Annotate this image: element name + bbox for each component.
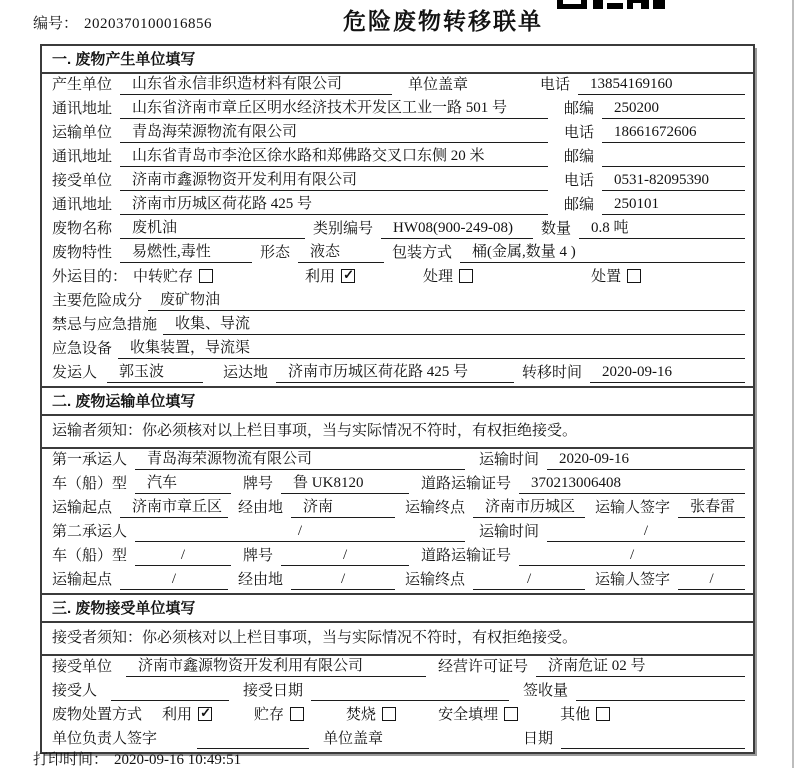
form-row	[42, 449, 753, 473]
receiver-address-value: 济南市历城区荷花路 425 号	[132, 196, 313, 212]
producer-name-value: 山东省永信非织造材料有限公司	[132, 76, 343, 92]
terminus2-value: /	[526, 571, 532, 587]
road-permit2-label: 道路运输证号	[421, 548, 512, 564]
vehicle2-field	[135, 546, 231, 566]
producer-zip-label: 邮编	[564, 101, 595, 117]
receiver-zip-label: 邮编	[564, 197, 595, 213]
form-row	[42, 194, 753, 218]
form-row	[42, 521, 753, 545]
receive-unit-field	[126, 657, 426, 677]
form-row	[42, 497, 753, 521]
via2-label: 经由地	[238, 572, 284, 588]
license-label: 经营许可证号	[438, 659, 529, 675]
producer-zip-field	[602, 99, 745, 119]
cb2-incinerate-label: 焚烧	[346, 707, 377, 723]
seal-date-label: 日期	[523, 731, 554, 747]
form-row	[42, 146, 753, 170]
cb2-use-box	[198, 707, 212, 721]
receiver-person-field	[111, 681, 229, 701]
packing-field	[460, 243, 745, 263]
carrier-address-field	[120, 147, 548, 167]
section-title-producer: 一. 废物产生单位填写	[42, 46, 753, 74]
road-permit1-label: 道路运输证号	[421, 476, 512, 492]
print-time-label: 打印时间：	[33, 752, 109, 768]
plate1-field	[281, 474, 409, 494]
received-qty-label: 签收量	[523, 683, 569, 699]
waste-code-field	[381, 219, 533, 239]
form-row	[42, 545, 753, 569]
vehicle2-label: 车（船）型	[52, 548, 128, 564]
origin2-value: /	[171, 571, 177, 587]
seal-date-field	[561, 729, 745, 749]
carrier2-label: 第二承运人	[52, 524, 128, 540]
responsible-sign-label: 单位负责人签字	[52, 731, 158, 747]
plate2-value: /	[342, 547, 348, 563]
terminus2-label: 运输终点	[405, 572, 466, 588]
waste-traits-value: 易燃性,毒性	[132, 244, 211, 260]
emergency-measures-value: 收集、导流	[175, 316, 251, 332]
form-row	[42, 122, 753, 146]
via1-label: 经由地	[238, 500, 284, 516]
transport-date1-field	[547, 450, 745, 470]
terminus1-label: 运输终点	[405, 500, 466, 516]
road-permit2-value: /	[629, 547, 635, 563]
cb-treat-box	[459, 269, 473, 283]
destination-label: 运达地	[223, 365, 269, 381]
carrier-address-label: 通讯地址	[52, 149, 113, 165]
cb-dispose-label: 处置	[591, 269, 622, 285]
cb-treat	[423, 267, 473, 287]
origin2-field	[120, 570, 228, 590]
via1-field	[291, 498, 395, 518]
producer-phone-value: 13854169160	[590, 76, 673, 92]
transfer-date-label: 转移时间	[522, 365, 583, 381]
waste-form-label: 形态	[260, 245, 291, 261]
waste-name-label: 废物名称	[52, 221, 113, 237]
plate2-field	[281, 546, 409, 566]
carrier-zip-label: 邮编	[564, 149, 595, 165]
form-row	[42, 98, 753, 122]
transport-date2-label: 运输时间	[479, 524, 540, 540]
plate1-value: 鲁 UK8120	[293, 475, 364, 491]
via2-field	[291, 570, 395, 590]
form-row	[42, 680, 753, 704]
cb2-other-box	[596, 707, 610, 721]
vehicle2-value: /	[180, 547, 186, 563]
form-row	[42, 170, 753, 194]
receiver-phone-label: 电话	[564, 173, 595, 189]
section-receiver	[42, 593, 753, 752]
cb-transfer-storage-label: 中转贮存	[133, 269, 194, 285]
received-qty-field	[576, 681, 745, 701]
serial-label: 编号：	[33, 16, 79, 32]
carrier-name-value: 青岛海荣源物流有限公司	[132, 124, 298, 140]
shipper-label: 发运人	[52, 365, 98, 381]
producer-name-field	[120, 75, 392, 95]
form-row	[42, 74, 753, 98]
transporter-sign1-value: 张春雷	[690, 499, 736, 515]
emergency-equipment-label: 应急设备	[52, 341, 113, 357]
carrier-zip-field	[602, 147, 745, 167]
cb-transfer-storage	[133, 267, 213, 287]
destination-value: 济南市历城区荷花路 425 号	[288, 364, 469, 380]
form-row	[42, 656, 753, 680]
packing-label: 包装方式	[392, 245, 453, 261]
waste-qty-label: 数量	[541, 221, 572, 237]
receive-unit-label: 接受单位	[52, 659, 113, 675]
window-right-edge	[792, 0, 794, 768]
cb-treat-label: 处理	[423, 269, 454, 285]
cb-use	[305, 267, 355, 287]
section-title-receiver: 三. 废物接受单位填写	[42, 595, 753, 623]
waste-code-value: HW08(900-249-08)	[393, 220, 514, 236]
section-title-transporter: 二. 废物运输单位填写	[42, 388, 753, 416]
receiver-phone-value: 0531-82095390	[614, 172, 710, 188]
transporter-sign2-field	[678, 570, 745, 590]
license-no-value: 济南危证 02 号	[548, 658, 646, 674]
carrier-unit-label: 运输单位	[52, 125, 113, 141]
serial-number: 2020370100016856	[84, 16, 213, 32]
transport-date2-field	[547, 522, 745, 542]
form-row	[42, 266, 753, 290]
receiver-zip-value: 250101	[614, 196, 660, 212]
carrier1-label: 第一承运人	[52, 452, 128, 468]
packing-value: 桶(金属,数量 4 )	[472, 244, 576, 260]
cb-use-box	[341, 269, 355, 283]
vehicle1-label: 车（船）型	[52, 476, 128, 492]
form-row	[42, 338, 753, 362]
form-row	[42, 473, 753, 497]
form-row	[42, 314, 753, 338]
cb2-landfill-box	[504, 707, 518, 721]
cb2-storage-box	[290, 707, 304, 721]
cb2-other-label: 其他	[560, 707, 591, 723]
producer-phone-field	[578, 75, 745, 95]
transfer-date-field	[590, 363, 745, 383]
cb-dispose-box	[627, 269, 641, 283]
emergency-measures-field	[163, 315, 745, 335]
carrier1-name-value: 青岛海荣源物流有限公司	[147, 451, 313, 467]
print-time-value: 2020-09-16 10:49:51	[114, 752, 242, 768]
road-permit1-value: 370213006408	[531, 475, 622, 491]
form-row	[42, 242, 753, 266]
cb2-landfill-label: 安全填埋	[438, 707, 499, 723]
waste-traits-field	[120, 243, 252, 263]
plate1-label: 牌号	[243, 476, 274, 492]
form-row	[42, 290, 753, 314]
section-transporter	[42, 386, 753, 593]
waste-form-field	[298, 243, 384, 263]
producer-address-value: 山东省济南市章丘区明水经济技术开发区工业一路 501 号	[132, 100, 508, 116]
carrier2-name-field	[135, 522, 465, 542]
shipper-value: 郭玉波	[119, 364, 165, 380]
receive-date-label: 接受日期	[243, 683, 304, 699]
origin1-field	[120, 498, 228, 518]
terminus1-field	[473, 498, 585, 518]
road-permit1-field	[519, 474, 745, 494]
section-note-transporter: 运输者须知：你必须核对以上栏目事项，当与实际情况不符时，有权拒绝接受。	[42, 416, 753, 449]
producer-zip-value: 250200	[614, 100, 660, 116]
producer-unit-label: 产生单位	[52, 77, 113, 93]
form-row	[42, 362, 753, 386]
cb-dispose	[591, 267, 641, 287]
road-permit2-field	[519, 546, 745, 566]
transporter-sign2-label: 运输人签字	[595, 572, 671, 588]
receiver-address-field	[120, 195, 548, 215]
section-producer	[42, 46, 753, 386]
carrier1-name-field	[135, 450, 465, 470]
waste-code-label: 类别编号	[313, 221, 374, 237]
carrier-phone-value: 18661672606	[614, 124, 697, 140]
producer-address-label: 通讯地址	[52, 101, 113, 117]
form-row	[42, 218, 753, 242]
cb2-storage-label: 贮存	[254, 707, 285, 723]
cb-transfer-storage-box	[199, 269, 213, 283]
cb2-use	[162, 705, 212, 725]
transport-date1-value: 2020-09-16	[559, 451, 630, 467]
waste-qty-value: 0.8 吨	[591, 220, 629, 236]
producer-address-field	[120, 99, 548, 119]
waste-name-value: 废机油	[132, 220, 178, 236]
page-title: 危险废物转移联单	[343, 8, 543, 34]
cb2-incinerate	[346, 705, 396, 725]
carrier-name-field	[120, 123, 548, 143]
carrier-phone-field	[602, 123, 745, 143]
receiver-name-field	[120, 171, 548, 191]
cb2-storage	[254, 705, 304, 725]
receiver-address-label: 通讯地址	[52, 197, 113, 213]
via1-value: 济南	[303, 499, 334, 515]
origin2-label: 运输起点	[52, 572, 113, 588]
receiver-person-label: 接受人	[52, 683, 98, 699]
transporter-sign1-field	[678, 498, 745, 518]
terminus1-value: 济南市历城区	[485, 499, 576, 515]
receiver-name-value: 济南市鑫源物资开发利用有限公司	[132, 172, 358, 188]
qr-code-fragment-icon	[557, 0, 667, 9]
shipper-field	[107, 363, 203, 383]
destination-field	[276, 363, 514, 383]
emergency-equipment-field	[118, 339, 745, 359]
transporter-sign1-label: 运输人签字	[595, 500, 671, 516]
unit-seal-label: 单位盖章	[408, 77, 469, 93]
print-time-line	[33, 748, 241, 769]
receiver-zip-field	[602, 195, 745, 215]
receive-unit-value: 济南市鑫源物资开发利用有限公司	[138, 658, 364, 674]
manifest-form	[40, 44, 755, 754]
license-no-field	[536, 657, 745, 677]
main-hazard-label: 主要危险成分	[52, 293, 143, 309]
emergency-equipment-value: 收集装置，导流渠	[130, 340, 251, 356]
receiver-seal-label: 单位盖章	[323, 731, 384, 747]
form-row	[42, 704, 753, 728]
responsible-sign-field	[197, 729, 309, 749]
waste-form-value: 液态	[310, 244, 341, 260]
receiver-unit-label: 接受单位	[52, 173, 113, 189]
emergency-measures-label: 禁忌与应急措施	[52, 317, 158, 333]
cb2-use-label: 利用	[162, 707, 193, 723]
cb2-landfill	[438, 705, 518, 725]
purpose-label: 外运目的：	[52, 269, 128, 285]
receive-date-field	[311, 681, 509, 701]
cb-use-label: 利用	[305, 269, 336, 285]
transfer-date-value: 2020-09-16	[602, 364, 673, 380]
disposal-method-label: 废物处置方式	[52, 707, 143, 723]
waste-qty-field	[579, 219, 745, 239]
transport-date1-label: 运输时间	[479, 452, 540, 468]
carrier-phone-label: 电话	[564, 125, 595, 141]
carrier-address-value: 山东省青岛市李沧区徐水路和郑佛路交叉口东侧 20 米	[132, 148, 485, 164]
vehicle1-value: 汽车	[147, 475, 178, 491]
waste-traits-label: 废物特性	[52, 245, 113, 261]
cb2-incinerate-box	[382, 707, 396, 721]
producer-phone-label: 电话	[540, 77, 571, 93]
cb2-other	[560, 705, 610, 725]
via2-value: /	[340, 571, 346, 587]
main-hazard-value: 废矿物油	[160, 292, 221, 308]
waste-name-field	[120, 219, 305, 239]
receiver-phone-field	[602, 171, 745, 191]
main-hazard-field	[148, 291, 745, 311]
vehicle1-field	[135, 474, 231, 494]
section-note-receiver: 接受者须知：你必须核对以上栏目事项，当与实际情况不符时，有权拒绝接受。	[42, 623, 753, 656]
carrier2-name-value: /	[297, 523, 303, 539]
form-row	[42, 569, 753, 593]
origin1-label: 运输起点	[52, 500, 113, 516]
plate2-label: 牌号	[243, 548, 274, 564]
transporter-sign2-value: /	[709, 571, 714, 587]
transport-date2-value: /	[643, 523, 649, 539]
terminus2-field	[473, 570, 585, 590]
origin1-value: 济南市章丘区	[132, 499, 223, 515]
